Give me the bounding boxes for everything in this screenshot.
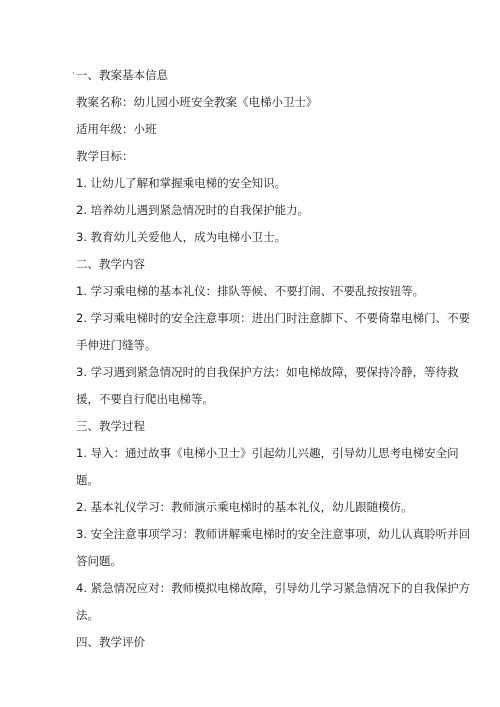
content-item-1: 1. 学习乘电梯的基本礼仪：排队等候、不要打闹、不要乱按按钮等。: [76, 284, 425, 298]
objectives-label: 教学目标：: [76, 149, 134, 163]
process-item-1: 1. 导入：通过故事《电梯小卫士》引起幼儿兴趣，引导幼儿思考电梯安全问: [76, 446, 459, 460]
objective-item-2: 2. 培养幼儿遇到紧急情况时的自我保护能力。: [76, 203, 310, 217]
section-heading-basic-info: 一、教案基本信息: [76, 68, 168, 82]
objective-item-1: 1. 让幼儿了解和掌握乘电梯的安全知识。: [76, 176, 287, 190]
grade-line: 适用年级：小班: [76, 122, 157, 136]
section-heading-process: 三、教学过程: [76, 419, 145, 433]
content-item-3: 3. 学习遇到紧急情况时的自我保护方法：如电梯故障，要保持冷静，等待救: [76, 365, 459, 379]
process-item-2: 2. 基本礼仪学习：教师演示乘电梯时的基本礼仪，幼儿跟随模仿。: [76, 500, 413, 514]
process-item-3: 3. 安全注意事项学习：教师讲解乘电梯时的安全注意事项，幼儿认真聆听并回: [76, 527, 471, 541]
content-item-2-cont: 手伸进门缝等。: [76, 338, 157, 352]
content-item-3-cont: 援，不要自行爬出电梯等。: [76, 392, 214, 406]
section-heading-content: 二、教学内容: [76, 257, 145, 271]
section-heading-evaluation: 四、教学评价: [76, 635, 145, 649]
corner-mark: ·: [72, 69, 75, 79]
content-item-2: 2. 学习乘电梯时的安全注意事项：进出门时注意脚下、不要倚靠电梯门、不要: [76, 311, 471, 325]
process-item-1-cont: 题。: [76, 473, 99, 487]
objective-item-3: 3. 教育幼儿关爱他人，成为电梯小卫士。: [76, 230, 287, 244]
process-item-3-cont: 答问题。: [76, 554, 122, 568]
process-item-4: 4. 紧急情况应对：教师模拟电梯故障，引导幼儿学习紧急情况下的自我保护方: [76, 581, 471, 595]
lesson-name-line: 教案名称：幼儿园小班安全教案《电梯小卫士》: [76, 95, 318, 109]
process-item-4-cont: 法。: [76, 608, 99, 622]
